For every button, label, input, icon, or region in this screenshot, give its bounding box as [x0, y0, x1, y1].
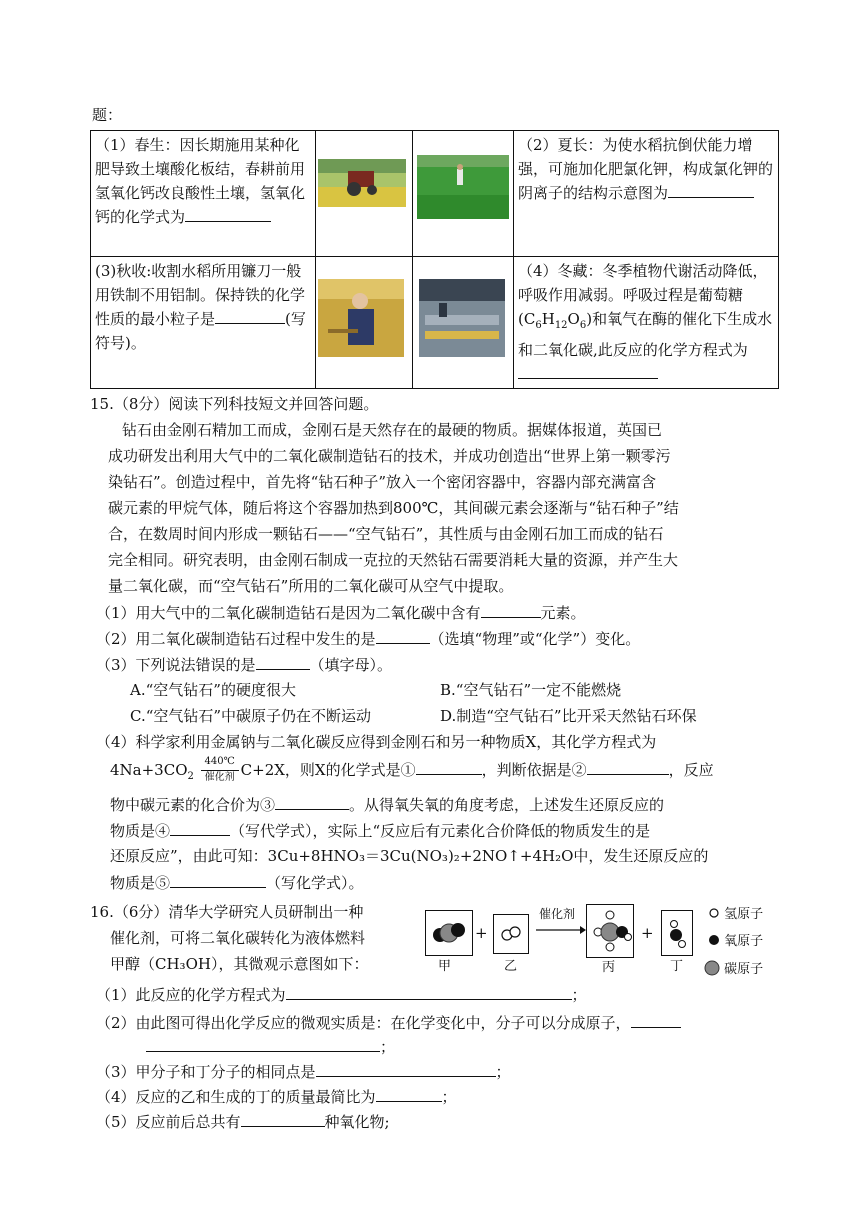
- catalyst-label: 催化剂: [539, 907, 576, 921]
- reduced-text: 物质是④: [110, 822, 171, 840]
- q15-sub1-text: （1）用大气中的二氧化碳制造钻石是因为二氧化碳中含有: [96, 604, 481, 622]
- answer-blank[interactable]: [170, 819, 230, 836]
- q15-paragraph-line: 完全相同。研究表明，由金刚石制成一克拉的天然钻石需要消耗大量的资源，并产生大: [108, 551, 679, 569]
- answer-blank[interactable]: [631, 1011, 681, 1028]
- molecule-jia: [425, 910, 473, 956]
- q15-sub1-tail: 元素。: [540, 604, 586, 622]
- photo-cell-tractor: [316, 131, 413, 257]
- q15-line-cu: 还原反应”，由此可知：3Cu+8HNO₃＝3Cu(NO₃)₂+2NO↑+4H₂O中，发生还原反应的: [110, 847, 709, 865]
- reaction-arrow-icon: [536, 925, 586, 935]
- q16-sub3-text: （3）甲分子和丁分子的相同点是: [96, 1063, 316, 1081]
- photo-cell-field: [413, 131, 514, 257]
- q16-sub1-text: （1）此反应的化学方程式为: [96, 986, 286, 1004]
- answer-blank[interactable]: [587, 758, 669, 775]
- final-text: 物质是⑤: [110, 874, 171, 892]
- condition-catalyst: 催化剂: [204, 772, 235, 783]
- winter-text-1: （4）冬藏：冬季植物代谢活动降低，呼吸作用减弱。呼吸过程是葡萄糖(C: [518, 262, 768, 328]
- rice-field-photo: [417, 155, 509, 219]
- answer-blank[interactable]: [376, 627, 430, 644]
- answer-blank[interactable]: [256, 653, 310, 670]
- sub-6: 6: [535, 320, 542, 331]
- condition-temperature: 440℃: [204, 756, 235, 767]
- carbon-atom-icon: [704, 960, 720, 976]
- semicolon: ；: [571, 986, 587, 1004]
- q16-sub2-text: （2）由此图可得出化学反应的微观实质是：在化学变化中，分子可以分成原子，: [96, 1014, 631, 1032]
- q15-paragraph-line: 量二氧化碳，而“空气钻石”所用的二氧化碳可从空气中提取。: [108, 577, 514, 595]
- legend-oxygen-label: 氧原子: [724, 934, 764, 949]
- answer-blank[interactable]: [668, 181, 754, 198]
- cell-autumn: [91, 257, 316, 389]
- q16-sub1: [96, 983, 587, 1006]
- tractor-photo: [318, 159, 406, 207]
- symbol-h: H: [541, 310, 555, 328]
- q15-line-final: [110, 871, 364, 894]
- equation-tail: ，反应: [668, 761, 714, 779]
- symbol-o: O: [567, 310, 580, 328]
- answer-blank[interactable]: [185, 205, 271, 222]
- sub-6b: 6: [579, 320, 587, 331]
- answer-blank[interactable]: [241, 1110, 325, 1127]
- legend-carbon-label: 碳原子: [724, 962, 764, 977]
- label-ding: 丁: [670, 959, 684, 974]
- q16-sub4: [96, 1085, 457, 1108]
- answer-blank[interactable]: [376, 1085, 442, 1102]
- factory-photo: [419, 279, 505, 357]
- legend-hydrogen-label: 氢原子: [724, 907, 764, 922]
- label-jia: 甲: [438, 959, 452, 974]
- photo-cell-farmer: [316, 257, 413, 389]
- q15-sub2-tail: （选填“物理”或“化学”）变化。: [429, 630, 641, 648]
- label-bing: 丙: [602, 960, 616, 975]
- option-d: D.制造“空气钻石”比开采天然钻石环保: [440, 707, 697, 725]
- q15-sub1: [96, 601, 586, 624]
- option-c: C.“空气钻石”中碳原子仍在不断运动: [130, 707, 372, 725]
- q15-line-reduced: [110, 819, 650, 842]
- answer-blank[interactable]: [275, 793, 349, 810]
- equation-products: C+2X，则X的化学式是①: [240, 761, 416, 779]
- q15-equation-line: [110, 755, 714, 792]
- valence-tail: 。从得氧失氧的角度考虑，上述发生还原反应的: [349, 796, 665, 814]
- seasons-table: [90, 130, 779, 389]
- spring-text: （1）春生：因长期施用某种化肥导致土壤酸化板结，春耕前用氢氧化钙改良酸性土壤，氢氧化钙的化学式为: [95, 136, 306, 226]
- q15-paragraph-line: 碳元素的甲烷气体，随后将这个容器加热到800℃，其间碳元素会逐渐与“钻石种子”结: [108, 499, 679, 517]
- q16-sub5-text: （5）反应前后总共有: [96, 1113, 241, 1131]
- answer-blank[interactable]: [146, 1035, 380, 1052]
- q15-line-valence: [110, 793, 664, 816]
- q15-paragraph-line: 合，在数周时间内形成一颗钻石——“空气钻石”，其性质与由金刚石加工而成的钻石: [108, 525, 664, 543]
- answer-blank[interactable]: [170, 871, 266, 888]
- semicolon: ；: [441, 1088, 457, 1106]
- legend-carbon: [704, 958, 763, 977]
- q15-sub2: [96, 627, 640, 650]
- q15-paragraph-line: 成功研发出利用大气中的二氧化碳制造钻石的技术，并成功创造出“世界上第一颗零污: [108, 447, 671, 465]
- reduced-tail: （写代学式），实际上“反应后有元素化合价降低的物质发生的是: [230, 822, 651, 840]
- answer-blank[interactable]: [316, 1060, 496, 1077]
- question-fragment: 题：: [92, 106, 123, 124]
- autumn-tail: (写符号)。: [95, 310, 306, 352]
- q15-sub3: [96, 653, 392, 676]
- cell-spring: [91, 131, 316, 257]
- q16-sub3: [96, 1060, 511, 1083]
- legend-oxygen: [708, 930, 763, 949]
- oxygen-atom-icon: [708, 934, 720, 946]
- legend-hydrogen: [708, 903, 763, 922]
- molecule-ding: [661, 910, 693, 956]
- semicolon: ；: [380, 1038, 396, 1056]
- q16-sub2-continued: [146, 1035, 395, 1058]
- hydrogen-atom-icon: [708, 907, 720, 919]
- answer-blank[interactable]: [481, 601, 541, 618]
- q16-sub2: [96, 1011, 681, 1034]
- option-a: A.“空气钻石”的硬度很大: [130, 681, 296, 699]
- q15-sub2-text: （2）用二氧化碳制造钻石过程中发生的是: [96, 630, 376, 648]
- q15-sub4: （4）科学家利用金属钠与二氧化碳反应得到金刚石和另一种物质X，其化学方程式为: [96, 733, 657, 751]
- equation-basis: ，判断依据是②: [481, 761, 587, 779]
- q15-heading: 15.（8分）阅读下列科技短文并回答问题。: [90, 395, 379, 413]
- valence-text: 物中碳元素的化合价为③: [110, 796, 276, 814]
- winter-text-2: )和氧气在酶的催化下生成水和二氧化碳,此反应的化学方程式为: [518, 310, 773, 359]
- autumn-text: (3)秋收:收割水稻所用镰刀一般用铁制不用铝制。保持铁的化学性质的最小粒子是: [95, 262, 306, 328]
- final-tail: （写化学式）。: [266, 874, 364, 892]
- cell-summer: [514, 131, 779, 257]
- answer-blank[interactable]: [416, 758, 482, 775]
- q15-paragraph-line: 钻石由金刚石精加工而成，金刚石是天然存在的最硬的物质。据媒体报道，英国已: [122, 421, 663, 439]
- molecule-bing: [586, 904, 634, 958]
- q15-sub3-tail: （填字母）。: [309, 656, 393, 674]
- q16-line: 催化剂，可将二氧化碳转化为液体燃料: [110, 929, 366, 947]
- answer-blank[interactable]: [215, 307, 285, 324]
- summer-text: （2）夏长：为使水稻抗倒伏能力增强，可施加化肥氯化钾，构成氯化钾的阴离子的结构示意图为: [518, 136, 774, 202]
- q16-sub4-text: （4）反应的乙和生成的丁的质量最简比为: [96, 1088, 376, 1106]
- label-yi: 乙: [504, 959, 518, 974]
- q15-sub3-text: （3）下列说法错误的是: [96, 656, 256, 674]
- sub-12: 12: [554, 320, 568, 331]
- equation-reactants: 4Na+3CO: [110, 761, 188, 779]
- q15-paragraph-line: 染钻石”。创造过程中，首先将“钻石种子”放入一个密闭容器中，容器内部充满富含: [108, 473, 657, 491]
- answer-blank[interactable]: [518, 362, 658, 379]
- option-b: B.“空气钻石”一定不能燃烧: [440, 681, 622, 699]
- q16-line: 甲醇（CH₃OH），其微观示意图如下：: [110, 955, 369, 973]
- answer-blank[interactable]: [286, 983, 572, 1000]
- q16-sub5-tail: 种氧化物;: [324, 1113, 390, 1131]
- photo-cell-factory: [413, 257, 514, 389]
- cell-winter: [514, 257, 779, 389]
- plus-sign: +: [475, 924, 488, 942]
- molecule-yi: [493, 914, 529, 954]
- semicolon: ；: [495, 1063, 511, 1081]
- reaction-condition: [199, 756, 241, 786]
- q16-heading: 16.（6分）清华大学研究人员研制出一种: [90, 903, 364, 921]
- sub-2: 2: [187, 771, 194, 782]
- q16-sub5: [96, 1110, 390, 1133]
- plus-sign: +: [641, 924, 654, 942]
- farmer-photo: [318, 279, 404, 357]
